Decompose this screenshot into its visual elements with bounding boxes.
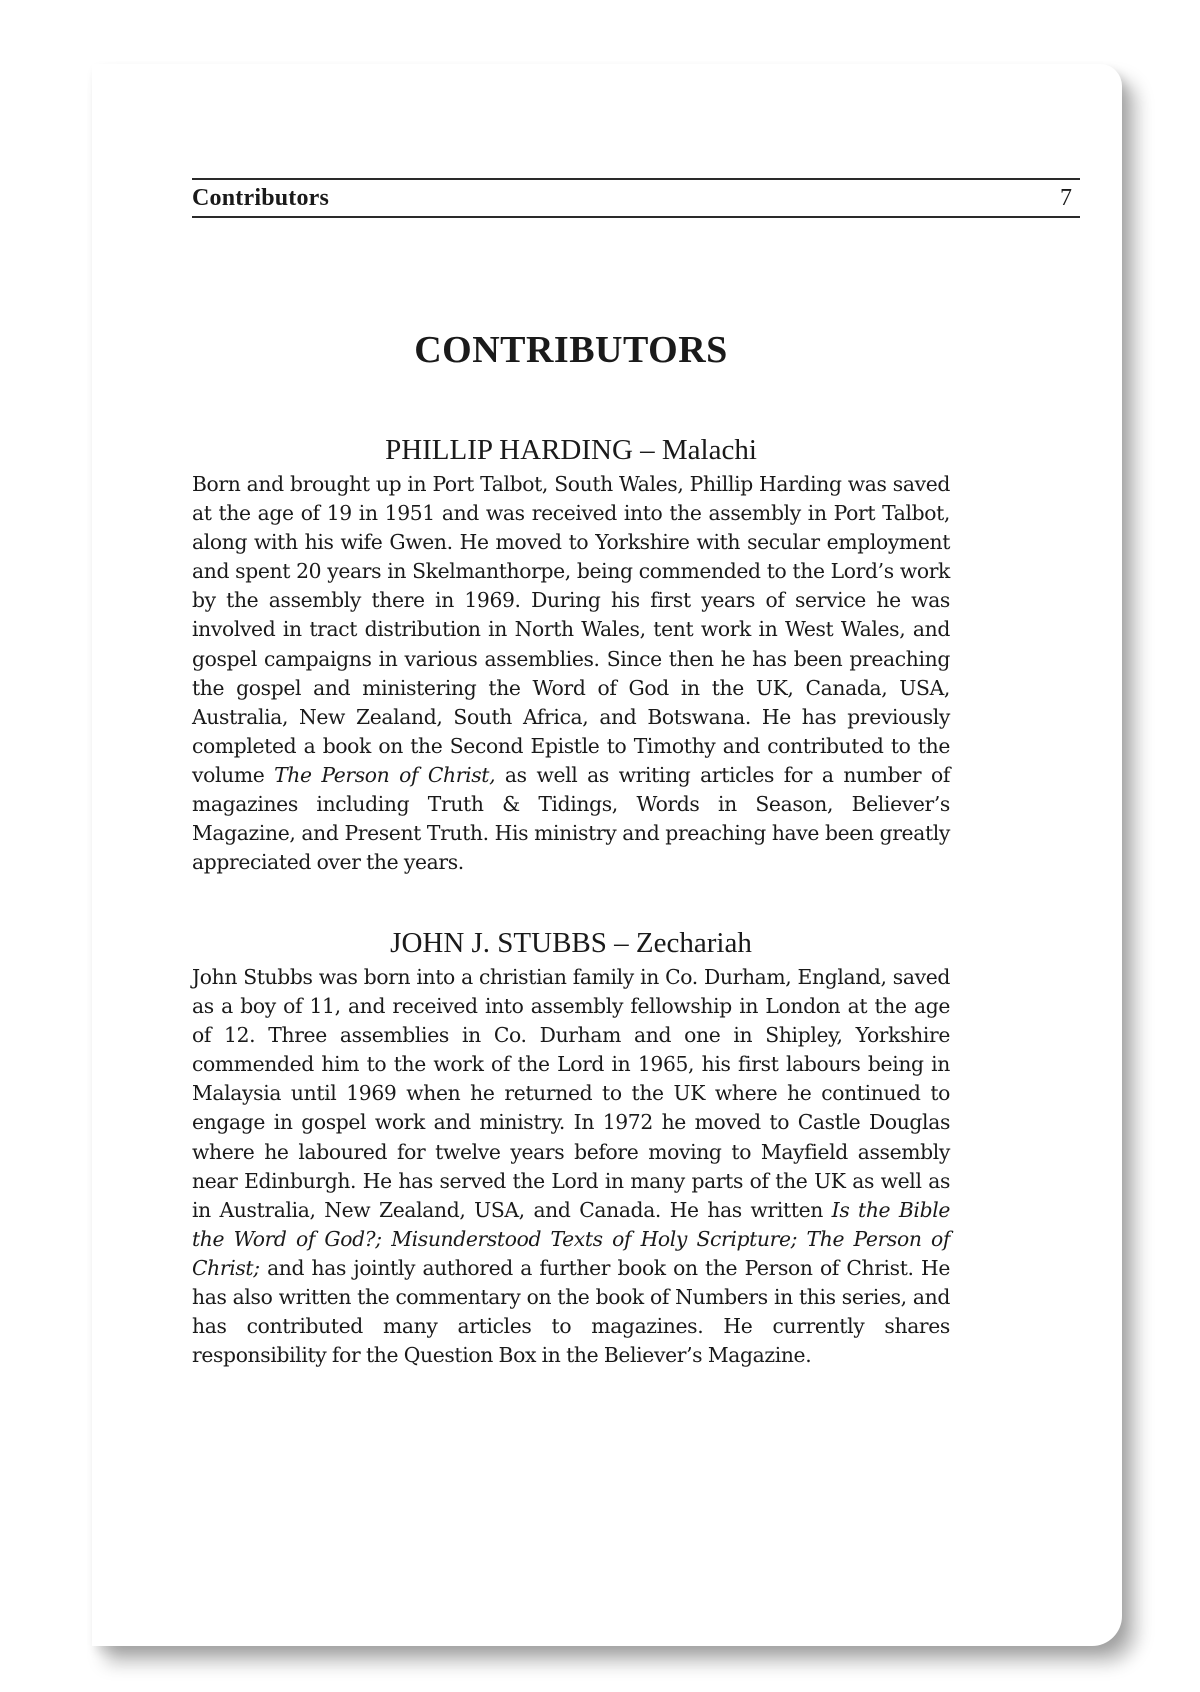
bio-text: Born and brought up in Port Talbot, South Wales, Phillip Harding was saved at the age of 19 in 1951 and was received into the assembly in Port Talbot, along with his wife Gwen. He moved to Yorkshire with secular employment and spent 20 years in Skelmanthorpe, being commended to the Lord’s work by the assembly there in 1969. During his first years of service he was involved in tract distribution in North Wales, tent work in West Wales, and gospel campaigns in various assemblies. Since then he has been preaching the gospel and ministering the Word of God in the UK, Canada, USA, Australia, New Zealand, South Africa, and Botswana. He has previously completed a book on the Second Epistle to Timothy and contributed to the volume (192, 472, 950, 787)
contributor-bio (192, 470, 950, 877)
book-title: The Person of Christ, (274, 762, 496, 787)
contributor-entry (192, 432, 950, 877)
contributor-entry (192, 925, 950, 1370)
page-title: CONTRIBUTORS (414, 329, 728, 371)
running-header (192, 178, 1080, 218)
contributor-heading: JOHN J. STUBBS – Zechariah (390, 927, 752, 959)
book-titles: Is the Bible the Word of God?; Misunderstood Texts of Holy Scripture; The Person of Christ; (192, 1197, 950, 1280)
contributor-heading: PHILLIP HARDING – Malachi (385, 434, 757, 466)
contributor-bio (192, 963, 950, 1370)
bio-text: and has jointly authored a further book on the Person of Christ. He has also written the commentary on the book of Numbers in this series, and has contributed many articles to magazines. He currently shares responsibility for the Question Box in the Believer’s Magazine. (192, 1255, 950, 1368)
page-number: 7 (1060, 185, 1072, 211)
bio-text: as well as writing articles for a number of magazines including Truth & Tidings, Words in Season, Believer’s Magazine, and Present Truth. His ministry and preaching have been greatly appreciated over the years. (192, 762, 951, 875)
bio-text: John Stubbs was born into a christian family in Co. Durham, England, saved as a boy of 11, and received into assembly fellowship in London at the age of 12. Three assemblies in Co. Durham and one in Shipley, Yorkshire commended him to the work of the Lord in 1965, his first labours being in Malaysia until 1969 when he returned to the UK where he continued to engage in gospel work and ministry. In 1972 he moved to Castle Douglas where he laboured for twelve years before moving to Mayfield assembly near Edinburgh. He has served the Lord in many parts of the UK as well as in Australia, New Zealand, USA, and Canada. He has written (192, 965, 950, 1222)
running-head-section: Contributors (192, 185, 330, 211)
